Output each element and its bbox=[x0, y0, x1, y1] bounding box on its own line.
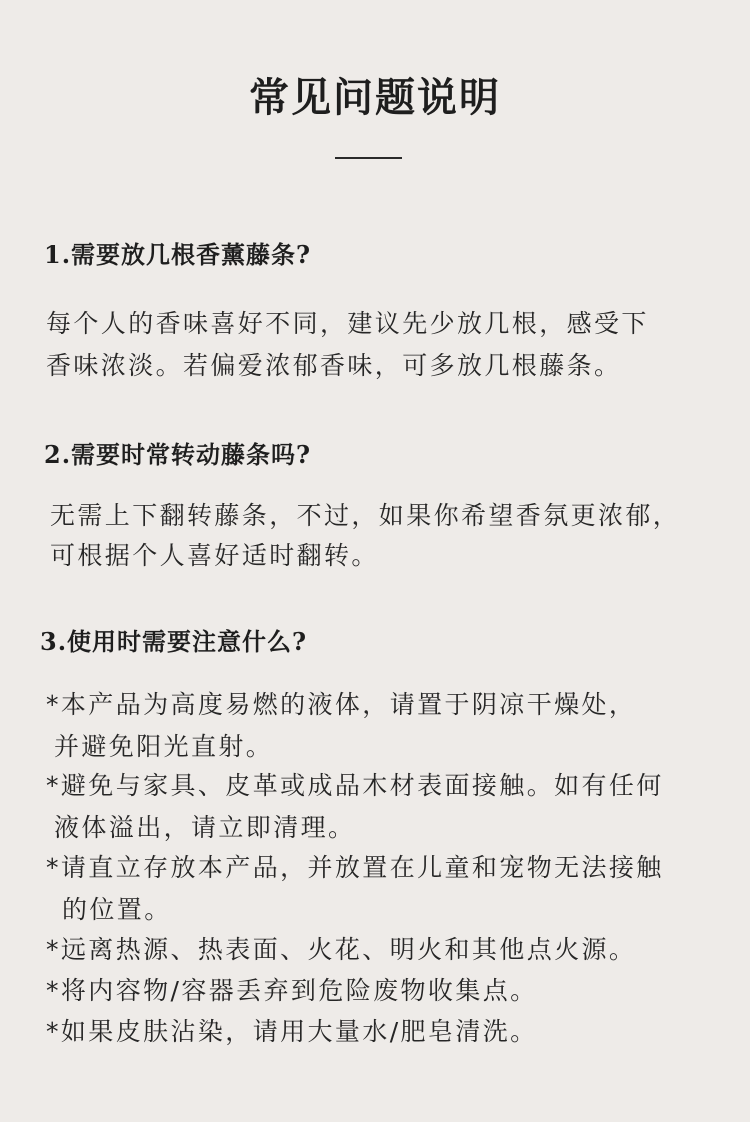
answer-1-line-2: 香味浓淡。若偏爱浓郁香味，可多放几根藤条。 bbox=[46, 351, 622, 380]
caution-item-3-line-2: 的位置。 bbox=[62, 895, 172, 924]
question-heading-1: 1.需要放几根香薰藤条? bbox=[44, 240, 312, 269]
caution-item-1-line-2: 并避免阳光直射。 bbox=[54, 732, 274, 761]
answer-2-line-1: 无需上下翻转藤条，不过，如果你希望香氛更浓郁， bbox=[50, 501, 681, 530]
question-heading-3: 3.使用时需要注意什么? bbox=[40, 627, 308, 656]
answer-2-line-2: 可根据个人喜好适时翻转。 bbox=[50, 541, 379, 570]
caution-item-4: *远离热源、热表面、火花、明火和其他点火源。 bbox=[46, 935, 637, 964]
caution-item-1-line-1: *本产品为高度易燃的液体，请置于阴凉干燥处， bbox=[46, 690, 637, 719]
caution-item-5: *将内容物/容器丢弃到危险废物收集点。 bbox=[46, 976, 538, 1005]
caution-item-2-line-2: 液体溢出，请立即清理。 bbox=[54, 813, 356, 842]
caution-item-6: *如果皮肤沾染，请用大量水/肥皂清洗。 bbox=[46, 1017, 538, 1046]
caution-item-3-line-1: *请直立存放本产品，并放置在儿童和宠物无法接触 bbox=[46, 853, 664, 882]
caution-item-2-line-1: *避免与家具、皮革或成品木材表面接触。如有任何 bbox=[46, 771, 664, 800]
question-heading-2: 2.需要时常转动藤条吗? bbox=[44, 440, 312, 469]
answer-1-line-1: 每个人的香味喜好不同，建议先少放几根，感受下 bbox=[46, 309, 649, 338]
title-divider bbox=[335, 157, 402, 159]
page-title: 常见问题说明 bbox=[249, 74, 501, 121]
